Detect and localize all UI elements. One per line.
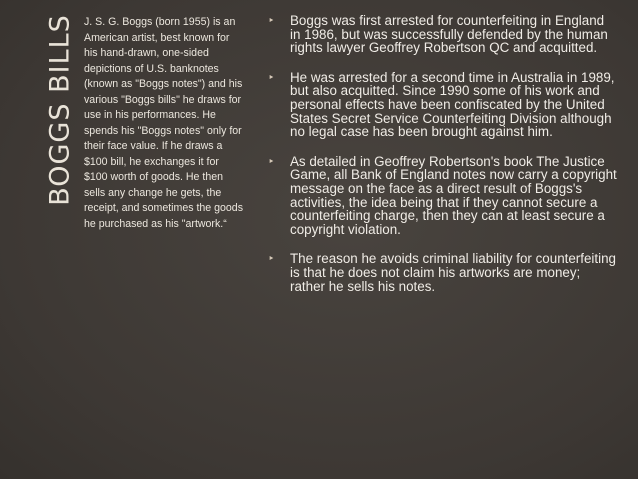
bullet-arrow-icon: ‣ — [268, 14, 275, 27]
slide-title-text: BOGGS BILLS — [44, 14, 76, 206]
bullet-text: As detailed in Geoffrey Robertson's book The Justice Game, all Bank of England notes now carry a copyright message on the face as a direct result of Boggs's activities, the idea being that if they cannot secure a counterfeiting charge, then they can at least secure a copyright violation. — [290, 153, 617, 237]
bullet-list — [268, 14, 618, 309]
slide-title — [40, 14, 80, 206]
bullet-item — [268, 252, 618, 293]
bullet-item — [268, 14, 618, 55]
bullet-item — [268, 155, 618, 237]
bullet-arrow-icon: ‣ — [268, 70, 275, 84]
bullet-arrow-icon: ‣ — [268, 252, 275, 266]
intro-paragraph: J. S. G. Boggs (born 1955) is an American artist, best known for his hand-drawn, one-sided depictions of U.S. banknotes (known as "Boggs notes") and his various "Boggs bills" he draws for use in his performances. He spends his "Boggs notes" only for their face value. If he draws a $100 bill, he exchanges it for $100 worth of goods. He then sells any change he gets, the receipt, and sometimes the goods he purchased as his "artwork.“ — [84, 16, 243, 230]
bullet-text: He was arrested for a second time in Australia in 1989, but also acquitted. Since 1990 some of his work and personal effects have been confiscated by the United States Secret Service Counterfeiting Division although no legal case has been brought against him. — [290, 69, 615, 140]
bullet-text: The reason he avoids criminal liability for counterfeiting is that he does not claim his artworks are money; rather he sells his notes. — [290, 251, 616, 294]
bullet-item — [268, 71, 618, 139]
bullet-arrow-icon: ‣ — [268, 154, 275, 168]
bullet-text: Boggs was first arrested for counterfeiting in England in 1986, but was successfully defended by the human rights lawyer Geoffrey Robertson QC and acquitted. — [290, 13, 608, 56]
